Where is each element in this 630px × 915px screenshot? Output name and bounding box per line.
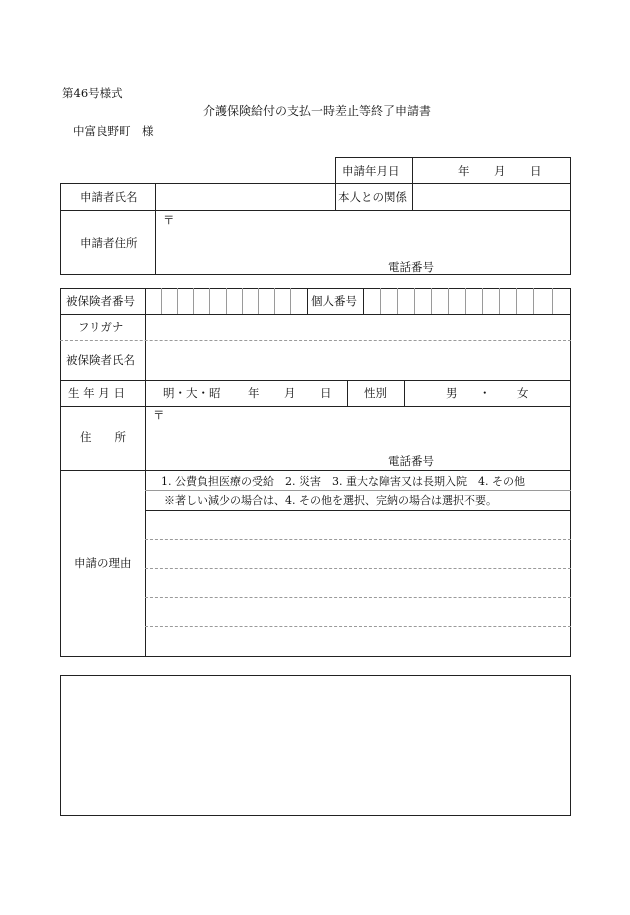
addressee: 中富良野町 様 (73, 124, 154, 138)
insured-name-label: 被保険者氏名 (66, 353, 135, 367)
applicant-phone-label: 電話番号 (388, 260, 434, 274)
birth-year[interactable]: 年 (248, 386, 260, 400)
birth-day[interactable]: 日 (320, 386, 332, 400)
application-date-year[interactable]: 年 (458, 164, 470, 178)
sex-separator: ・ (479, 386, 491, 400)
applicant-name-label: 申請者氏名 (80, 190, 138, 204)
relation-field[interactable] (414, 185, 569, 208)
insured-phone-label: 電話番号 (388, 454, 434, 468)
applicant-name-field[interactable] (157, 185, 333, 208)
birth-date-label: 生 年 月 日 (68, 386, 125, 400)
form-title: 介護保険給付の支払一時差止等終了申請書 (203, 104, 432, 118)
office-use-box[interactable] (60, 675, 571, 816)
furigana-field[interactable] (147, 315, 570, 339)
insured-number-label: 被保険者番号 (66, 294, 135, 308)
sex-label: 性別 (364, 386, 387, 400)
reason-label: 申請の理由 (74, 556, 132, 570)
application-date-label: 申請年月日 (342, 164, 400, 178)
application-date-day[interactable]: 日 (530, 164, 542, 178)
reason-note: ※著しい減少の場合は、4. その他を選択、完納の場合は選択不要。 (164, 494, 497, 507)
applicant-address-field[interactable] (157, 212, 569, 273)
personal-number-field[interactable] (364, 289, 570, 313)
insured-address-label: 住 所 (80, 430, 126, 444)
birth-month[interactable]: 月 (284, 386, 296, 400)
form-number: 第46号様式 (62, 86, 123, 100)
sex-female-option[interactable]: 女 (517, 386, 529, 400)
furigana-label: フリガナ (78, 320, 124, 334)
insured-postal-mark: 〒 (153, 408, 165, 422)
reason-options[interactable]: 1. 公費負担医療の受給 2. 災害 3. 重大な障害又は長期入院 4. その他 (161, 475, 525, 488)
personal-number-label: 個人番号 (311, 294, 357, 308)
sex-male-option[interactable]: 男 (446, 386, 458, 400)
application-date-month[interactable]: 月 (494, 164, 506, 178)
insured-number-field[interactable] (146, 289, 306, 313)
reason-text-area[interactable] (147, 511, 570, 656)
applicant-address-label: 申請者住所 (80, 236, 138, 250)
era-options[interactable]: 明・大・昭 (163, 386, 221, 400)
applicant-postal-mark: 〒 (163, 213, 175, 227)
relation-label: 本人との関係 (338, 190, 407, 204)
insured-address-field[interactable] (147, 407, 570, 469)
insured-name-field[interactable] (147, 341, 570, 379)
